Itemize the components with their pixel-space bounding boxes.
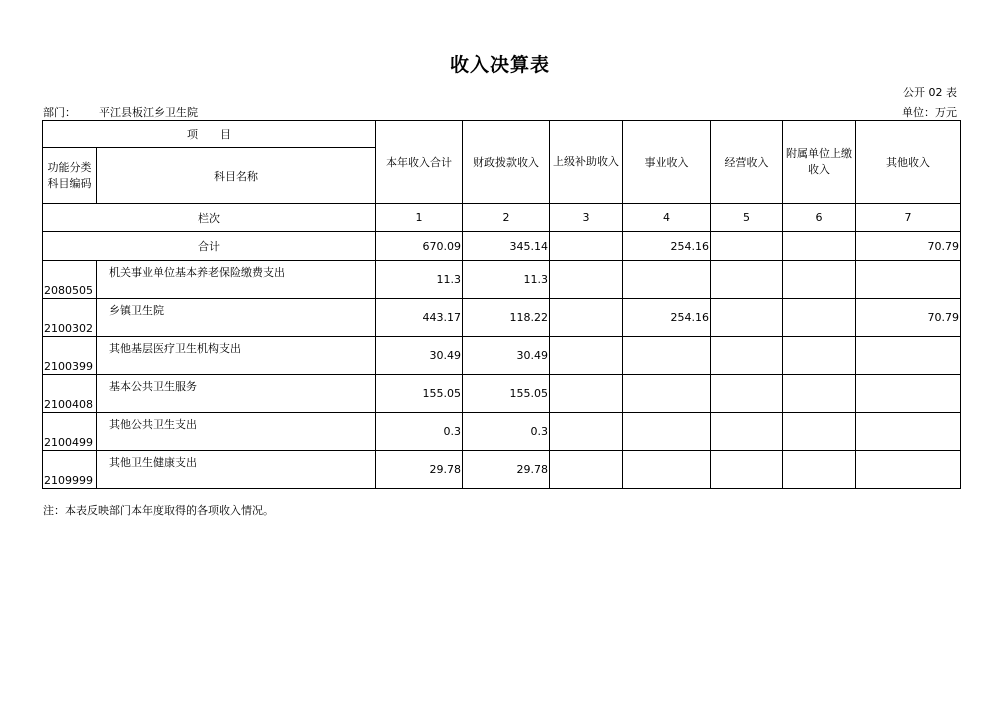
column-number: 1 [376,204,463,232]
row-name: 基本公共卫生服务 [97,375,376,413]
row-value: 155.05 [376,375,463,413]
header-func-code: 功能分类科目编码 [43,148,97,204]
column-number: 5 [711,204,783,232]
header-affiliated-income: 附属单位上缴收入 [783,121,856,204]
header-other-income: 其他收入 [856,121,961,204]
header-subject-name: 科目名称 [97,148,376,204]
row-value [711,451,783,489]
row-value [711,299,783,337]
row-value [783,299,856,337]
header-project: 项 目 [43,121,376,148]
header-upper-subsidy: 上级补助收入 [550,121,623,204]
table-row [43,451,961,489]
column-number: 3 [550,204,623,232]
row-value [550,261,623,299]
row-value: 0.3 [376,413,463,451]
row-value: 29.78 [376,451,463,489]
row-code: 2100499 [43,413,97,451]
row-name: 其他基层医疗卫生机构支出 [97,337,376,375]
row-value [550,375,623,413]
row-value: 118.22 [463,299,550,337]
row-name: 乡镇卫生院 [97,299,376,337]
row-value: 30.49 [463,337,550,375]
footnote: 注：本表反映部门本年度取得的各项收入情况。 [43,504,274,517]
row-name: 其他公共卫生支出 [97,413,376,451]
row-name: 其他卫生健康支出 [97,451,376,489]
column-number: 2 [463,204,550,232]
row-value [856,451,961,489]
header-total-income: 本年收入合计 [376,121,463,204]
row-value [550,451,623,489]
row-value: 29.78 [463,451,550,489]
row-value [623,451,711,489]
total-label: 合计 [43,232,376,261]
total-row [43,232,961,261]
row-value [783,337,856,375]
department-label: 部门： [43,106,76,119]
row-code: 2080505 [43,261,97,299]
row-value [623,413,711,451]
unit-label: 单位：万元 [902,106,957,119]
row-value [711,375,783,413]
header-operating-income: 经营收入 [711,121,783,204]
table-row [43,299,961,337]
column-number: 7 [856,204,961,232]
total-value: 70.79 [856,232,961,261]
row-value: 254.16 [623,299,711,337]
table-row [43,375,961,413]
row-value: 155.05 [463,375,550,413]
row-value: 11.3 [376,261,463,299]
total-value: 670.09 [376,232,463,261]
row-code: 2100302 [43,299,97,337]
row-value [783,451,856,489]
header-row-top [43,121,961,148]
total-value [783,232,856,261]
row-value [856,375,961,413]
table-row [43,261,961,299]
row-value [783,375,856,413]
row-value [550,337,623,375]
column-number-label: 栏次 [43,204,376,232]
row-value [711,337,783,375]
row-value [550,299,623,337]
row-value [623,261,711,299]
total-value: 345.14 [463,232,550,261]
row-name: 机关事业单位基本养老保险缴费支出 [97,261,376,299]
row-value [856,337,961,375]
row-value: 11.3 [463,261,550,299]
row-value [856,413,961,451]
total-value [550,232,623,261]
page-title: 收入决算表 [449,54,550,76]
department-line [43,104,198,120]
table-row [43,413,961,451]
row-value [623,337,711,375]
row-code: 2100399 [43,337,97,375]
row-code: 2109999 [43,451,97,489]
table-row [43,337,961,375]
row-value [783,261,856,299]
row-value [711,261,783,299]
department-name: 平江县板江乡卫生院 [99,106,198,119]
revenue-table [42,120,961,489]
header-business-income: 事业收入 [623,121,711,204]
row-value: 443.17 [376,299,463,337]
total-value: 254.16 [623,232,711,261]
row-value [550,413,623,451]
form-number: 公开 02 表 [903,86,957,99]
total-value [711,232,783,261]
row-value [623,375,711,413]
row-value: 0.3 [463,413,550,451]
column-number: 6 [783,204,856,232]
row-value: 30.49 [376,337,463,375]
header-fiscal-income: 财政拨款收入 [463,121,550,204]
row-code: 2100408 [43,375,97,413]
column-number-row [43,204,961,232]
row-value [783,413,856,451]
row-value [856,261,961,299]
column-number: 4 [623,204,711,232]
row-value: 70.79 [856,299,961,337]
row-value [711,413,783,451]
